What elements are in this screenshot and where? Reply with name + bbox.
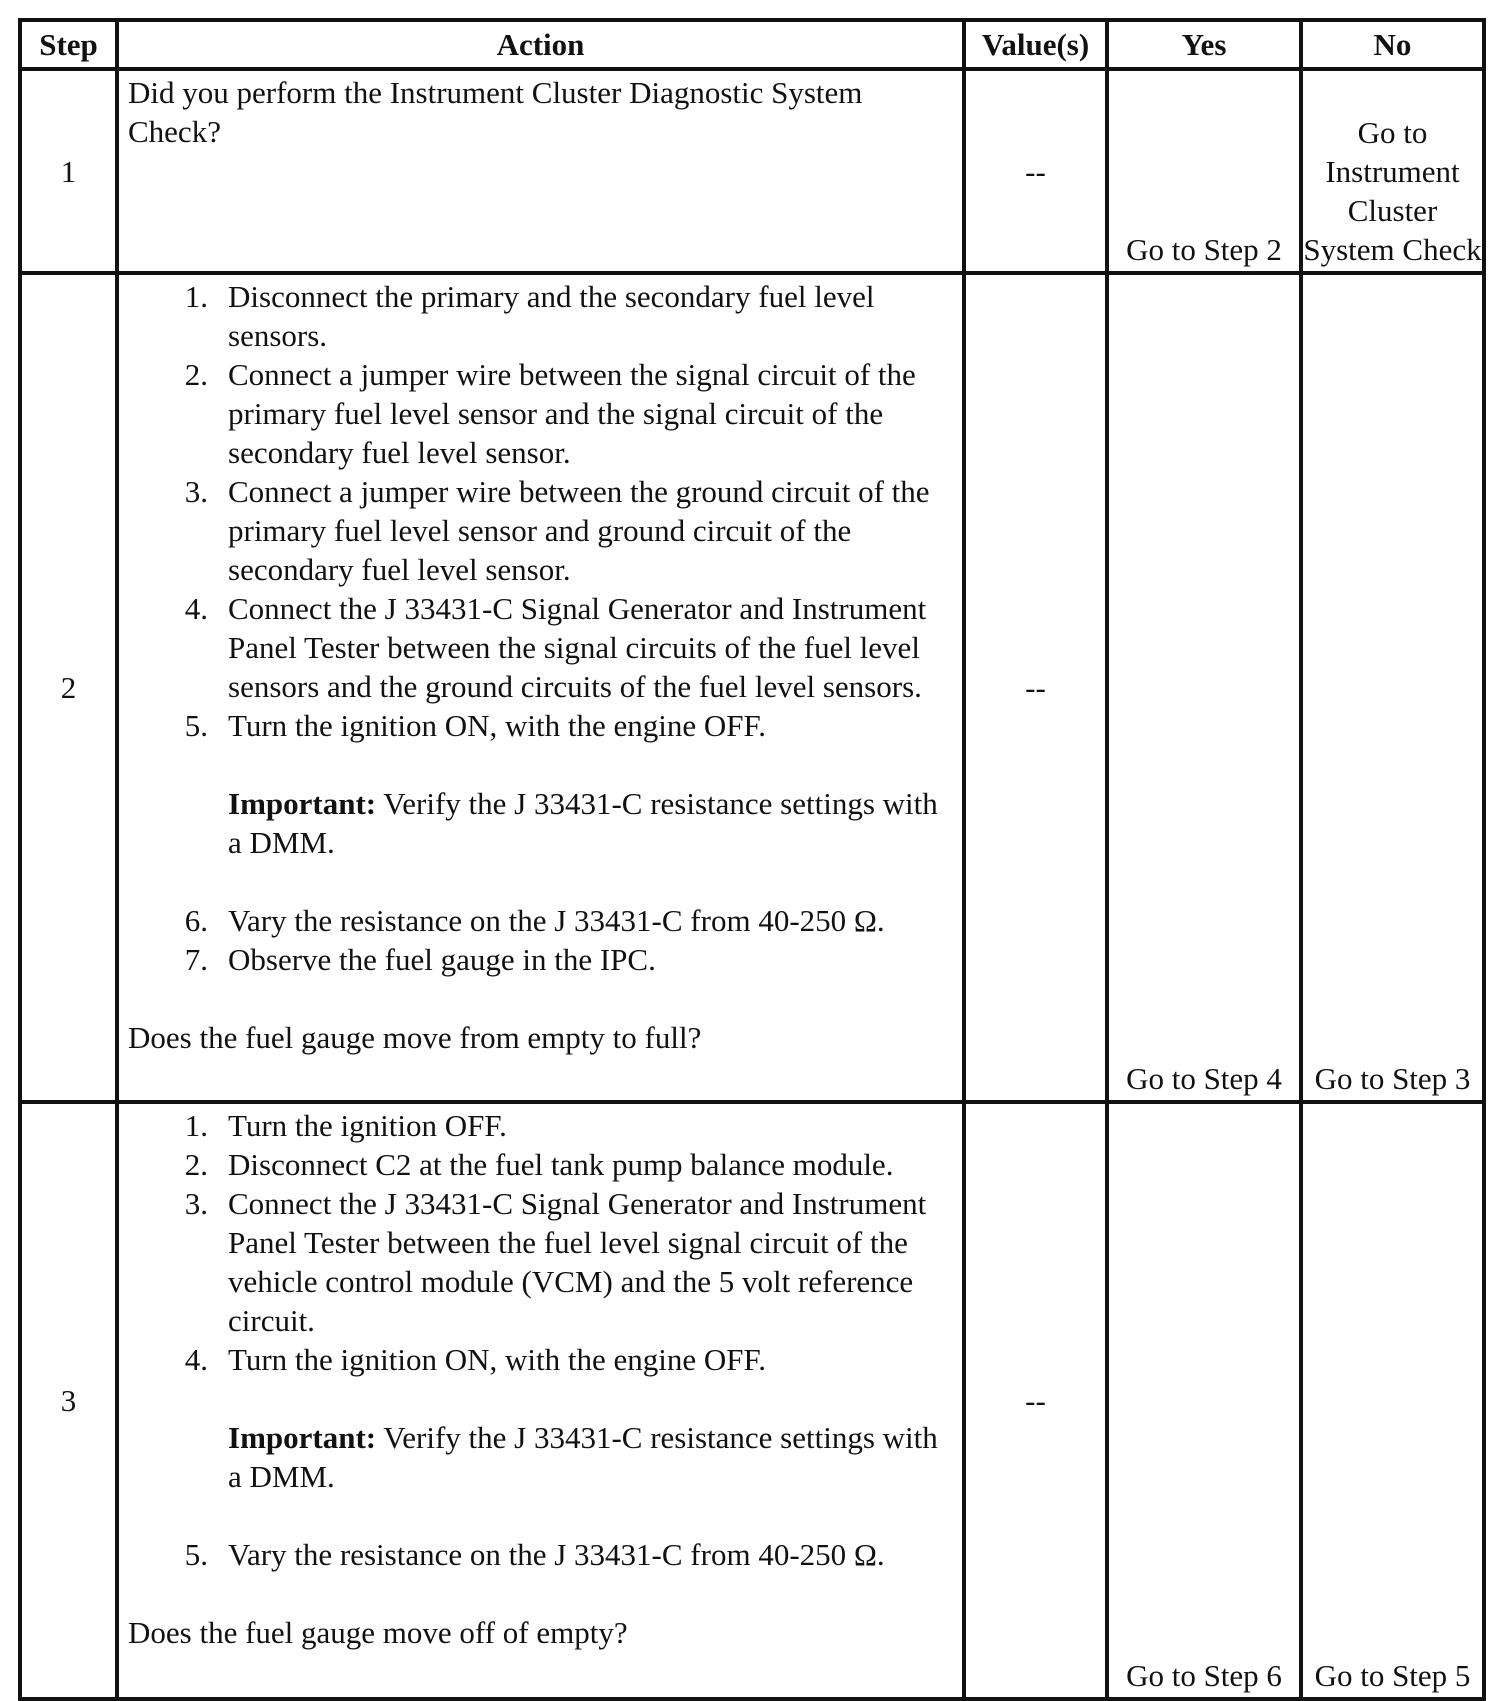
item-text: Disconnect C2 at the fuel tank pump balance module. bbox=[228, 1147, 894, 1182]
item-number: 1. bbox=[184, 1108, 208, 1143]
yes-cell: Go to Step 4 bbox=[1107, 273, 1301, 1102]
yes-cell: Go to Step 2 bbox=[1107, 69, 1301, 273]
important-text: Verify the J 33431-C resistance settings with a DMM. bbox=[228, 1420, 938, 1494]
yes-cell: Go to Step 6 bbox=[1107, 1102, 1301, 1699]
action-steps-list bbox=[128, 277, 954, 745]
item-number: 2. bbox=[184, 357, 208, 392]
value-cell: -- bbox=[964, 1102, 1107, 1699]
item-text: Turn the ignition OFF. bbox=[228, 1108, 507, 1143]
important-note bbox=[128, 1418, 954, 1496]
step-number: 1 bbox=[20, 69, 117, 273]
header-row bbox=[20, 20, 1484, 69]
list-item bbox=[128, 1145, 954, 1184]
no-cell: Go to Step 3 bbox=[1301, 273, 1484, 1102]
value-cell: -- bbox=[964, 69, 1107, 273]
header-action: Action bbox=[117, 20, 964, 69]
list-item bbox=[128, 1184, 954, 1340]
table-row bbox=[20, 1102, 1484, 1699]
item-text: Observe the fuel gauge in the IPC. bbox=[228, 942, 656, 977]
item-number: 5. bbox=[184, 1537, 208, 1572]
no-cell: Go to Instrument Cluster System Check bbox=[1301, 69, 1484, 273]
list-item bbox=[128, 1340, 954, 1379]
no-cell: Go to Step 5 bbox=[1301, 1102, 1484, 1699]
action-steps-list bbox=[128, 1535, 954, 1574]
list-item bbox=[128, 277, 954, 355]
important-label: Important: bbox=[228, 786, 377, 821]
item-text: Connect a jumper wire between the signal circuit of the primary fuel level sensor and the signal circuit of the secondary fuel level sensor. bbox=[228, 357, 916, 470]
item-text: Connect the J 33431-C Signal Generator and Instrument Panel Tester between the fuel level signal circuit of the vehicle control module (VCM) and the 5 volt reference circuit. bbox=[228, 1186, 927, 1338]
action-question: Does the fuel gauge move from empty to full? bbox=[128, 1020, 702, 1055]
item-text: Disconnect the primary and the secondary fuel level sensors. bbox=[228, 279, 875, 353]
item-number: 2. bbox=[184, 1147, 208, 1182]
item-text: Vary the resistance on the J 33431-C from 40-250 Ω. bbox=[228, 1537, 885, 1572]
table-row bbox=[20, 273, 1484, 1102]
item-text: Connect a jumper wire between the ground circuit of the primary fuel level sensor and ground circuit of the secondary fuel level sensor. bbox=[228, 474, 930, 587]
list-item bbox=[128, 901, 954, 940]
diagnostic-table bbox=[18, 18, 1486, 1701]
action-question: Does the fuel gauge move off of empty? bbox=[128, 1615, 628, 1650]
list-item bbox=[128, 1535, 954, 1574]
action-cell bbox=[117, 69, 964, 273]
step-number: 3 bbox=[20, 1102, 117, 1699]
important-label: Important: bbox=[228, 1420, 377, 1455]
step-number: 2 bbox=[20, 273, 117, 1102]
important-text: Verify the J 33431-C resistance settings with a DMM. bbox=[228, 786, 938, 860]
item-number: 4. bbox=[184, 591, 208, 626]
item-number: 7. bbox=[184, 942, 208, 977]
list-item bbox=[128, 472, 954, 589]
value-cell: -- bbox=[964, 273, 1107, 1102]
item-number: 6. bbox=[184, 903, 208, 938]
header-no: No bbox=[1301, 20, 1484, 69]
action-cell bbox=[117, 273, 964, 1102]
header-step: Step bbox=[20, 20, 117, 69]
important-note bbox=[128, 784, 954, 862]
list-item bbox=[128, 706, 954, 745]
item-text: Turn the ignition ON, with the engine OFF. bbox=[228, 708, 767, 743]
list-item bbox=[128, 1106, 954, 1145]
list-item bbox=[128, 589, 954, 706]
table-row bbox=[20, 69, 1484, 273]
item-text: Turn the ignition ON, with the engine OFF. bbox=[228, 1342, 767, 1377]
item-number: 4. bbox=[184, 1342, 208, 1377]
header-values: Value(s) bbox=[964, 20, 1107, 69]
item-number: 1. bbox=[184, 279, 208, 314]
action-cell bbox=[117, 1102, 964, 1699]
item-number: 3. bbox=[184, 474, 208, 509]
list-item bbox=[128, 940, 954, 979]
item-text: Vary the resistance on the J 33431-C from 40-250 Ω. bbox=[228, 903, 885, 938]
list-item bbox=[128, 355, 954, 472]
action-steps-list bbox=[128, 901, 954, 979]
action-question: Did you perform the Instrument Cluster Diagnostic System Check? bbox=[128, 75, 863, 149]
action-steps-list bbox=[128, 1106, 954, 1379]
header-yes: Yes bbox=[1107, 20, 1301, 69]
item-number: 5. bbox=[184, 708, 208, 743]
item-text: Connect the J 33431-C Signal Generator and Instrument Panel Tester between the signal circuits of the fuel level sensors and the ground circuits of the fuel level sensors. bbox=[228, 591, 927, 704]
item-number: 3. bbox=[184, 1186, 208, 1221]
